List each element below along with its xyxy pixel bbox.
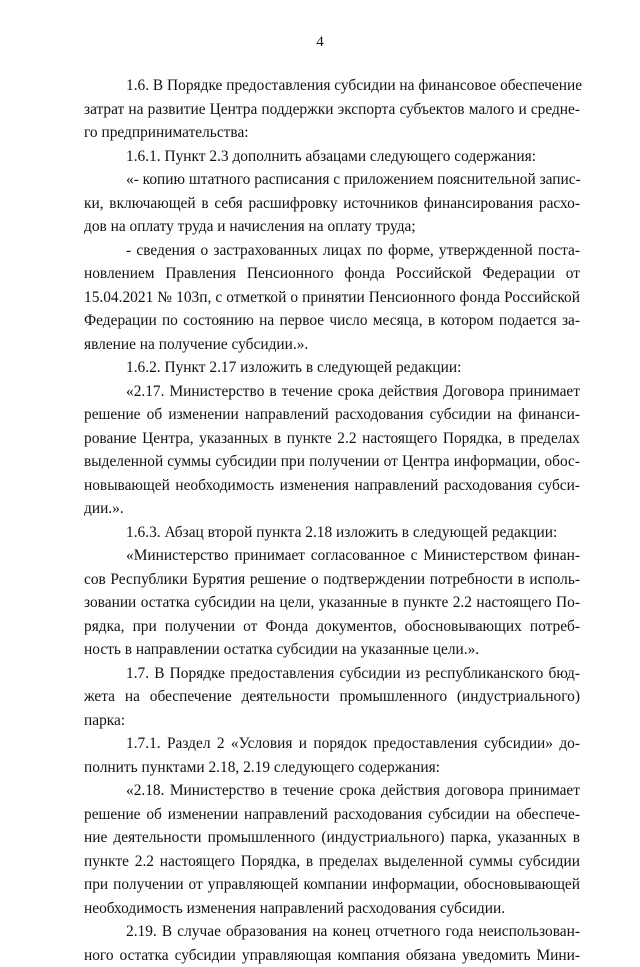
page-number: 4 <box>0 33 640 51</box>
text-line: решение об изменении направлений расходования субсидии на финанси- <box>84 403 580 427</box>
text-line: рядка, при получении от Фонда документов, обосновывающих потреб- <box>84 615 580 639</box>
text-line: дов на оплату труда и начисления на оплату труда; <box>84 215 580 239</box>
text-line: - сведения о застрахованных лицах по форме, утвержденной поста- <box>84 239 580 263</box>
text-line: пункте 2.2 настоящего Порядка, в пределах выделенной суммы субсидии <box>84 850 580 874</box>
text-line: Федерации по состоянию на первое число месяца, в котором подается за- <box>84 309 580 333</box>
text-line: новлением Правления Пенсионного фонда Российской Федерации от <box>84 262 580 286</box>
text-line: рование Центра, указанных в пункте 2.2 настоящего Порядка, в пределах <box>84 427 580 451</box>
text-line: «- копию штатного расписания с приложением пояснительной запис- <box>84 168 580 192</box>
text-line: необходимость изменения направлений расходования субсидии. <box>84 897 580 921</box>
text-line: «Министерство принимает согласованное с Министерством финан- <box>84 544 580 568</box>
text-line: «2.18. Министерство в течение срока действия договора принимает <box>84 779 580 803</box>
text-line: го предпринимательства: <box>84 121 580 145</box>
text-line: парка: <box>84 709 580 733</box>
text-line: сов Республики Бурятия решение о подтверждении потребности в исполь- <box>84 568 580 592</box>
text-line: 2.19. В случае образования на конец отчетного года неиспользован- <box>84 920 580 944</box>
text-line: решение об изменении направлений расходования субсидии на обеспече- <box>84 803 580 827</box>
text-line: 1.6.2. Пункт 2.17 изложить в следующей редакции: <box>84 356 580 380</box>
text-line: 1.6.3. Абзац второй пункта 2.18 изложить в следующей редакции: <box>84 521 580 545</box>
text-line: ки, включающей в себя расшифровку источников финансирования расхо- <box>84 192 580 216</box>
text-line: 15.04.2021 № 103п, с отметкой о принятии Пенсионного фонда Российской <box>84 286 580 310</box>
text-line: 1.6. В Порядке предоставления субсидии на финансовое обеспечение <box>84 74 580 98</box>
text-line: ность в направлении остатка субсидии на указанные цели.». <box>84 638 580 662</box>
text-line: ного остатка субсидии управляющая компания обязана уведомить Мини- <box>84 944 580 967</box>
document-body <box>84 74 580 967</box>
text-line: ние деятельности промышленного (индустриального) парка, указанных в <box>84 826 580 850</box>
text-line: полнить пунктами 2.18, 2.19 следующего содержания: <box>84 756 580 780</box>
text-line: дии.». <box>84 497 580 521</box>
text-line: явление на получение субсидии.». <box>84 333 580 357</box>
text-line: 1.6.1. Пункт 2.3 дополнить абзацами следующего содержания: <box>84 145 580 169</box>
text-line: зовании остатка субсидии на цели, указанные в пункте 2.2 настоящего По- <box>84 591 580 615</box>
text-line: жета на обеспечение деятельности промышленного (индустриального) <box>84 685 580 709</box>
text-line: выделенной суммы субсидии при получении от Центра информации, обос- <box>84 450 580 474</box>
text-line: затрат на развитие Центра поддержки экспорта субъектов малого и средне- <box>84 98 580 122</box>
text-line: 1.7. В Порядке предоставления субсидии из республиканского бюд- <box>84 662 580 686</box>
text-line: «2.17. Министерство в течение срока действия Договора принимает <box>84 380 580 404</box>
text-line: 1.7.1. Раздел 2 «Условия и порядок предоставления субсидии» до- <box>84 732 580 756</box>
text-line: новывающей необходимость изменения направлений расходования субси- <box>84 474 580 498</box>
text-line: при получении от управляющей компании информации, обосновывающей <box>84 873 580 897</box>
